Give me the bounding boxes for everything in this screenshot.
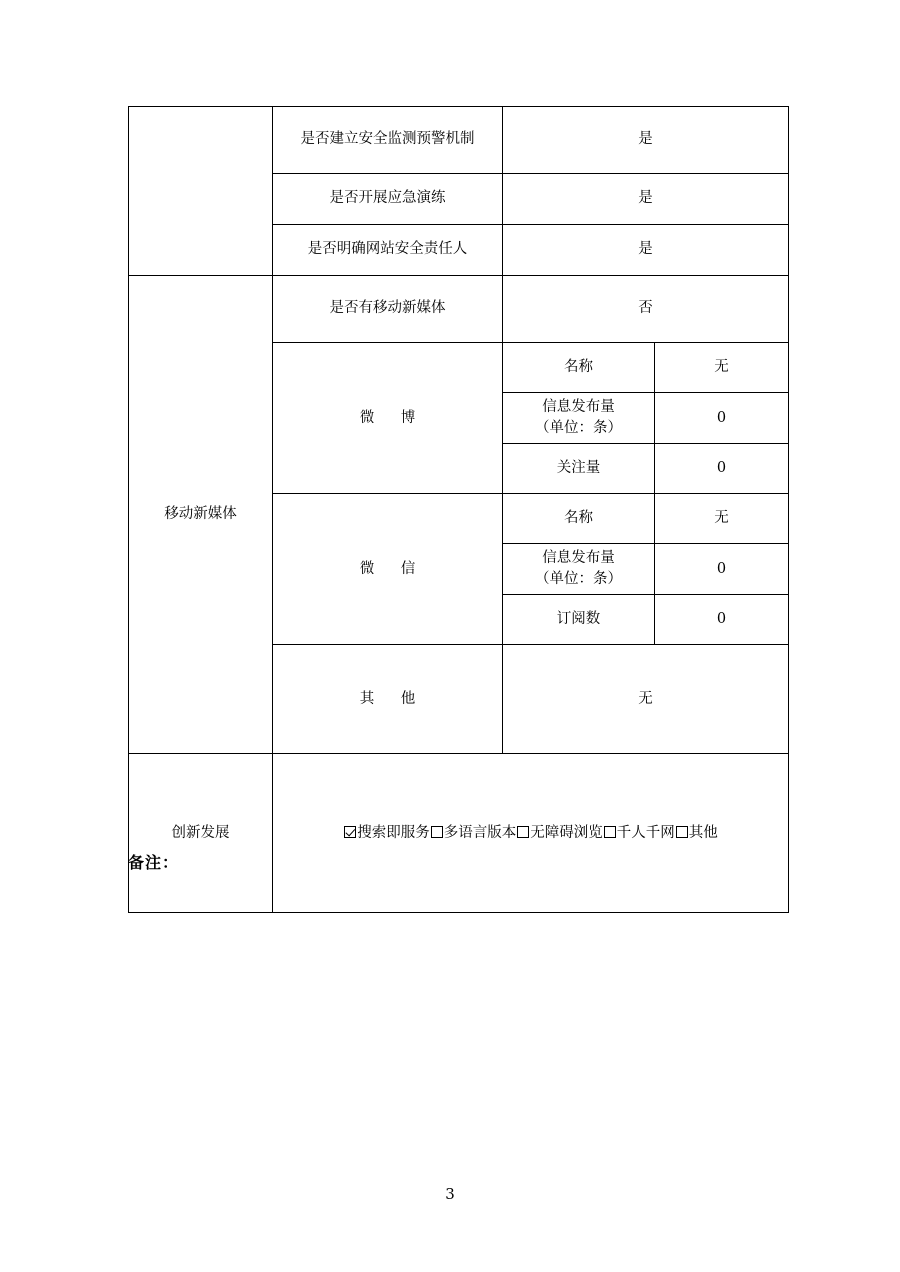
has-mobile-media-value: 否 (503, 276, 789, 343)
weixin-item-name-1 (503, 544, 655, 595)
other-media-label (273, 645, 503, 754)
weixin-label-text: 微 信 (359, 560, 422, 577)
other-media-label-text: 其 他 (359, 690, 422, 707)
security-row-value-2: 是 (503, 225, 789, 276)
weibo-item-name-1-line1: 信息发布量 (542, 399, 615, 415)
weibo-item-name-1 (503, 393, 655, 444)
weibo-label-text: 微 博 (359, 409, 422, 426)
other-media-value: 无 (503, 645, 789, 754)
table-row (129, 754, 789, 913)
checkbox-other[interactable] (676, 826, 688, 838)
option-label-2: 无障碍浏览 (530, 824, 603, 841)
weixin-item-value-1: 0 (655, 544, 789, 595)
innovation-checkbox-line (279, 823, 782, 844)
innovation-options (273, 754, 789, 913)
weibo-item-name-0: 名称 (503, 343, 655, 393)
option-label-4: 其他 (688, 824, 718, 841)
option-label-3: 千人千网 (616, 824, 675, 841)
report-table (128, 106, 789, 913)
option-label-0: 搜索即服务 (357, 824, 430, 841)
security-section-label (129, 107, 273, 276)
security-row-label-2: 是否明确网站安全责任人 (273, 225, 503, 276)
weibo-label (273, 343, 503, 494)
weibo-item-value-2: 0 (655, 444, 789, 494)
security-row-value-1: 是 (503, 174, 789, 225)
page-number: 3 (445, 1185, 455, 1203)
weibo-item-name-1-line2: （单位：条） (535, 420, 622, 437)
weixin-item-value-0: 无 (655, 494, 789, 544)
checkbox-accessible-browsing[interactable] (517, 826, 529, 838)
weibo-item-value-1: 0 (655, 393, 789, 444)
security-row-value-0: 是 (503, 107, 789, 174)
security-row-label-0: 是否建立安全监测预警机制 (273, 107, 503, 174)
weibo-item-value-0: 无 (655, 343, 789, 393)
weixin-item-name-1-line2: （单位：条） (535, 571, 622, 588)
innovation-label: 创新发展 (129, 754, 273, 913)
option-label-1: 多语言版本 (443, 824, 517, 841)
weixin-item-name-2: 订阅数 (503, 595, 655, 645)
security-row-label-1: 是否开展应急演练 (273, 174, 503, 225)
remark-label: 备注： (128, 853, 180, 872)
weibo-item-name-2: 关注量 (503, 444, 655, 494)
has-mobile-media-label: 是否有移动新媒体 (273, 276, 503, 343)
checkbox-personalized-web[interactable] (604, 826, 616, 838)
table-row (129, 107, 789, 174)
checkbox-multilingual[interactable] (431, 826, 443, 838)
weixin-label (273, 494, 503, 645)
weixin-item-name-1-line1: 信息发布量 (542, 550, 615, 567)
weixin-item-name-0: 名称 (503, 494, 655, 544)
weixin-item-value-2: 0 (655, 595, 789, 645)
checkbox-search-as-service[interactable] (344, 826, 356, 838)
mobile-media-section-label: 移动新媒体 (129, 276, 273, 754)
table-row (129, 276, 789, 343)
